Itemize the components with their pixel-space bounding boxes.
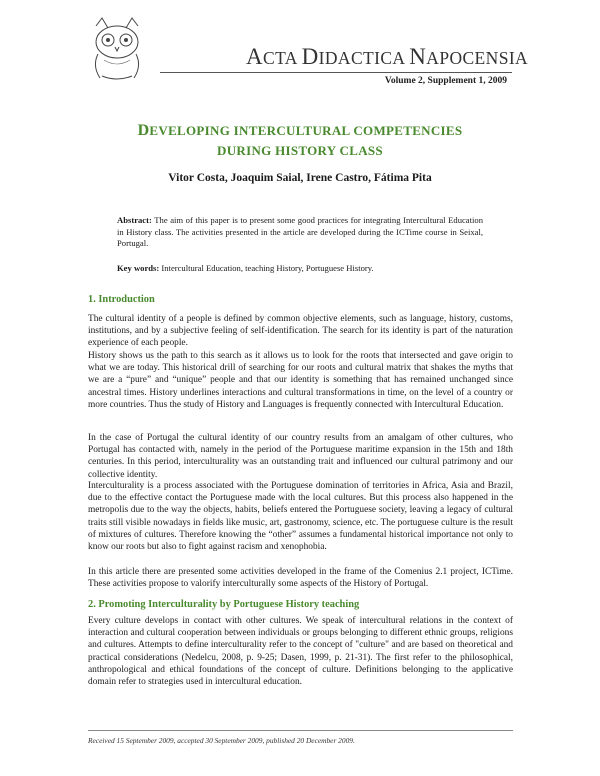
section-heading-promoting-interculturality: 2. Promoting Interculturality by Portuguese History teaching <box>88 599 360 610</box>
volume-info: Volume 2, Supplement 1, 2009 <box>384 76 507 86</box>
paragraph: Every culture develops in contact with other cultures. We speak of intercultural relations in the context of interaction and cultural cooperation between individuals or groups belonging to different ethnic groups, religions and cultures. Attempts to define interculturality refer to the concept of "culture" and are based on theoretical and practical considerations (Nedelcu, 2008, p. 9-25; Dasen, 1999, p. 21-31). The first refer to the philosophical, anthropological and ethical foundations of the concept of culture. Definitions belonging to the applicative domain refer to strategies used in intercultural education. <box>88 616 513 688</box>
paragraph: The cultural identity of a people is defined by common objective elements, such as language, history, customs, institutions, and by a subjective feeling of self-identification. The search for its identity is part of the naturation experience of each people. <box>88 314 513 349</box>
abstract-text: The aim of this paper is to present some good practices for integrating Intercultural Education in History class. The activities presented in the article are developed during the ICTime course in Seixal, Portugal. <box>117 215 483 248</box>
abstract <box>117 215 483 250</box>
paper-title-line-1: DEVELOPING INTERCULTURAL COMPETENCIES <box>137 122 463 139</box>
journal-title: ACTA DIDACTICA NAPOCENSIA <box>246 44 529 69</box>
keywords <box>117 263 483 273</box>
abstract-label: Abstract: <box>117 215 152 225</box>
header-rule <box>160 72 512 73</box>
footer-rule <box>88 730 513 731</box>
keywords-text: Intercultural Education, teaching History, Portuguese History. <box>159 263 374 273</box>
paragraph: In this article there are presented some activities developed in the frame of the Comenius 2.1 project, ICTime. These activities propose to valorify interculturally some aspects of the History of Portugal. <box>88 567 513 590</box>
paragraph: Interculturality is a process associated with the Portuguese domination of territories in Africa, Asia and Brazil, due to the effective contact the Portuguese made with the local cultures. But this process also happened in the metropolis due to the way the objects, habits, beliefs entered the Portuguese society, leaving a legacy of cultural traits still visible nowadays in fields like music, art, gastronomy, science, etc. The portuguese culture is the result of mixtures of cultures. Therefore knowing the “other” assumes a fundamental historical importance not only to know our roots but also to fight against racism and xenophobia. <box>88 481 513 553</box>
authors: Vitor Costa, Joaquim Saial, Irene Castro, Fátima Pita <box>168 172 432 184</box>
section-heading-introduction: 1. Introduction <box>88 294 155 305</box>
paragraph: History shows us the path to this search as it allows us to look for the roots that intersected and gave origin to what we are today. This historical drill of searching for our roots and cultural matrix that shakes the myths that we are a “pure” and “unique” people and that our identity is something that has remained unchanged since ancestral times. History underlines interactions and cultural transformations in time, on the level of a country or more countries. Thus the study of History and Languages is frequently connected with Intercultural Education. <box>88 351 513 410</box>
owl-logo <box>88 16 146 82</box>
paragraph: In the case of Portugal the cultural identity of our country results from an amalgam of other cultures, who Portugal has contacted with, namely in the period of the Portuguese maritime expansion in the 15th and 18th centuries. In this period, interculturality was an outstanding trait and influenced our cultural patrimony and our collective identity. <box>88 433 513 480</box>
paper-title-line-2: DURING HISTORY CLASS <box>217 143 383 158</box>
keywords-label: Key words: <box>117 263 160 273</box>
footer-dates: Received 15 September 2009, accepted 30 September 2009, published 20 December 2009. <box>88 736 355 745</box>
